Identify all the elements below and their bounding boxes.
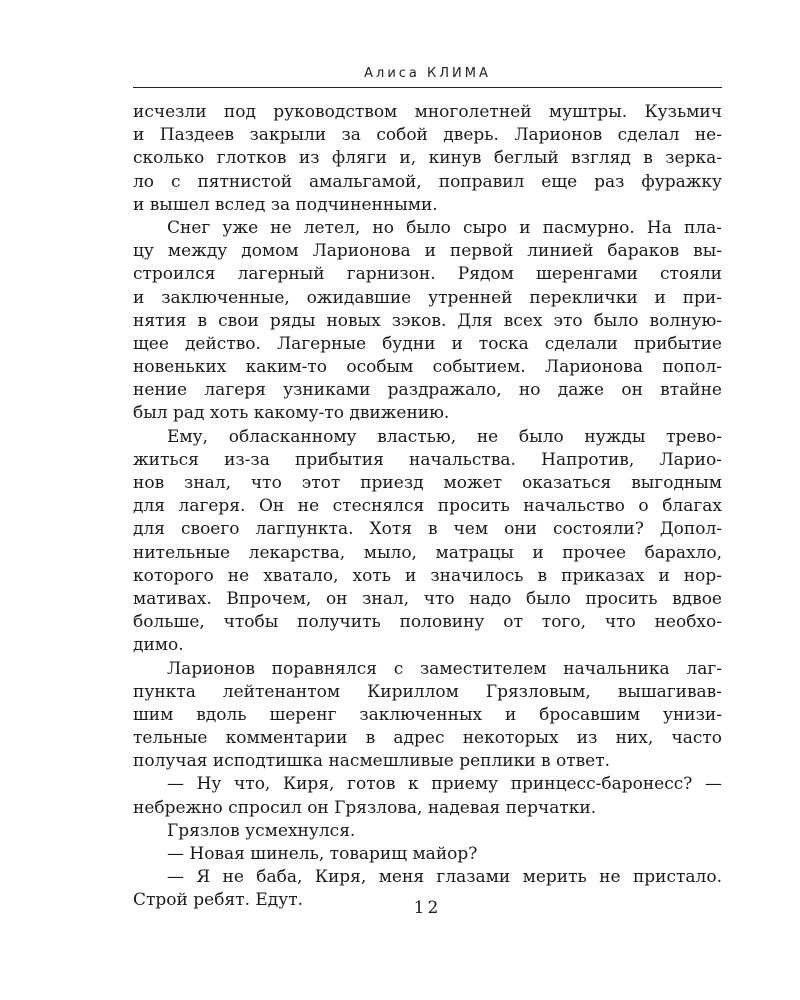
text-line: Грязлов усмехнулся. (167, 820, 356, 841)
text-line: которого не хватало, хоть и значилось в приказах и нор- (133, 565, 722, 586)
text-line: цу между домом Ларионова и первой линией бараков вы- (133, 241, 722, 262)
text-line: Ларионов поравнялся с заместителем начальника лаг- (167, 658, 722, 679)
text-line: Ему, обласканному властью, не было нужды трево- (167, 426, 722, 447)
text-line: ло с пятнистой амальгамой, поправил еще раз фуражку (133, 171, 722, 192)
text-line: нов знал, что этот приезд может оказаться выгодным (133, 473, 722, 493)
text-line: и Паздеев закрыли за собой дверь. Ларионов сделал не- (133, 125, 722, 146)
text-line: — Ну что, Киря, готов к приему принцесс-баронесс? — (167, 774, 722, 795)
text-line: и вышел вслед за подчиненными. (133, 194, 438, 215)
running-head-author: Алиса КЛИМА (364, 66, 491, 81)
text-line: исчезли под руководством многолетней муштры. Кузьмич (133, 102, 722, 122)
text-line: новеньких каким-то особым событием. Ларионова попол- (133, 357, 722, 378)
text-line: был рад хоть какому-то движению. (133, 403, 450, 424)
text-line: нятия в свои ряды новых зэков. Для всех это было волную- (133, 310, 722, 331)
page-number: 12 (413, 898, 442, 918)
text-line: небрежно спросил он Грязлова, надевая перчатки. (133, 797, 597, 818)
text-line: для лагеря. Он не стеснялся просить начальство о благах (133, 496, 722, 517)
text-line: для своего лагпункта. Хотя в чем они состояли? Допол- (133, 519, 722, 540)
text-line: — Новая шинель, товарищ майор? (167, 844, 478, 864)
text-line: житься из-за прибытия начальства. Напротив, Ларио- (133, 449, 722, 470)
text-line: Строй ребят. Едут. (133, 890, 304, 911)
text-line: мативах. Впрочем, он знал, что надо было просить вдвое (133, 588, 722, 609)
text-line: и заключенные, ожидавшие утренней переклички и при- (133, 287, 722, 308)
text-line: димо. (133, 635, 184, 656)
text-line: получая исподтишка насмешливые реплики в ответ. (133, 751, 611, 772)
text-line: пункта лейтенантом Кириллом Грязловым, вышагивав- (133, 681, 722, 702)
text-line: сколько глотков из фляги и, кинув беглый взгляд в зерка- (133, 148, 722, 169)
text-line: строился лагерный гарнизон. Рядом шеренгами стояли (133, 264, 722, 285)
text-line: шим вдоль шеренг заключенных и бросавшим унизи- (133, 704, 722, 725)
text-line: тельные комментарии в адрес некоторых из них, часто (133, 728, 722, 749)
body-text (133, 101, 722, 913)
text-line: Снег уже не летел, но было сыро и пасмурно. На пла- (167, 217, 722, 238)
text-line: нительные лекарства, мыло, матрацы и прочее барахло, (133, 542, 722, 563)
header-rule (133, 87, 722, 88)
text-line: нение лагеря узниками раздражало, но даже он втайне (133, 380, 722, 401)
text-line: больше, чтобы получить половину от того, что необхо- (133, 612, 722, 633)
text-line: — Я не баба, Киря, меня глазами мерить не пристало. (167, 867, 722, 888)
text-line: щее действо. Лагерные будни и тоска сделали прибытие (133, 333, 722, 354)
